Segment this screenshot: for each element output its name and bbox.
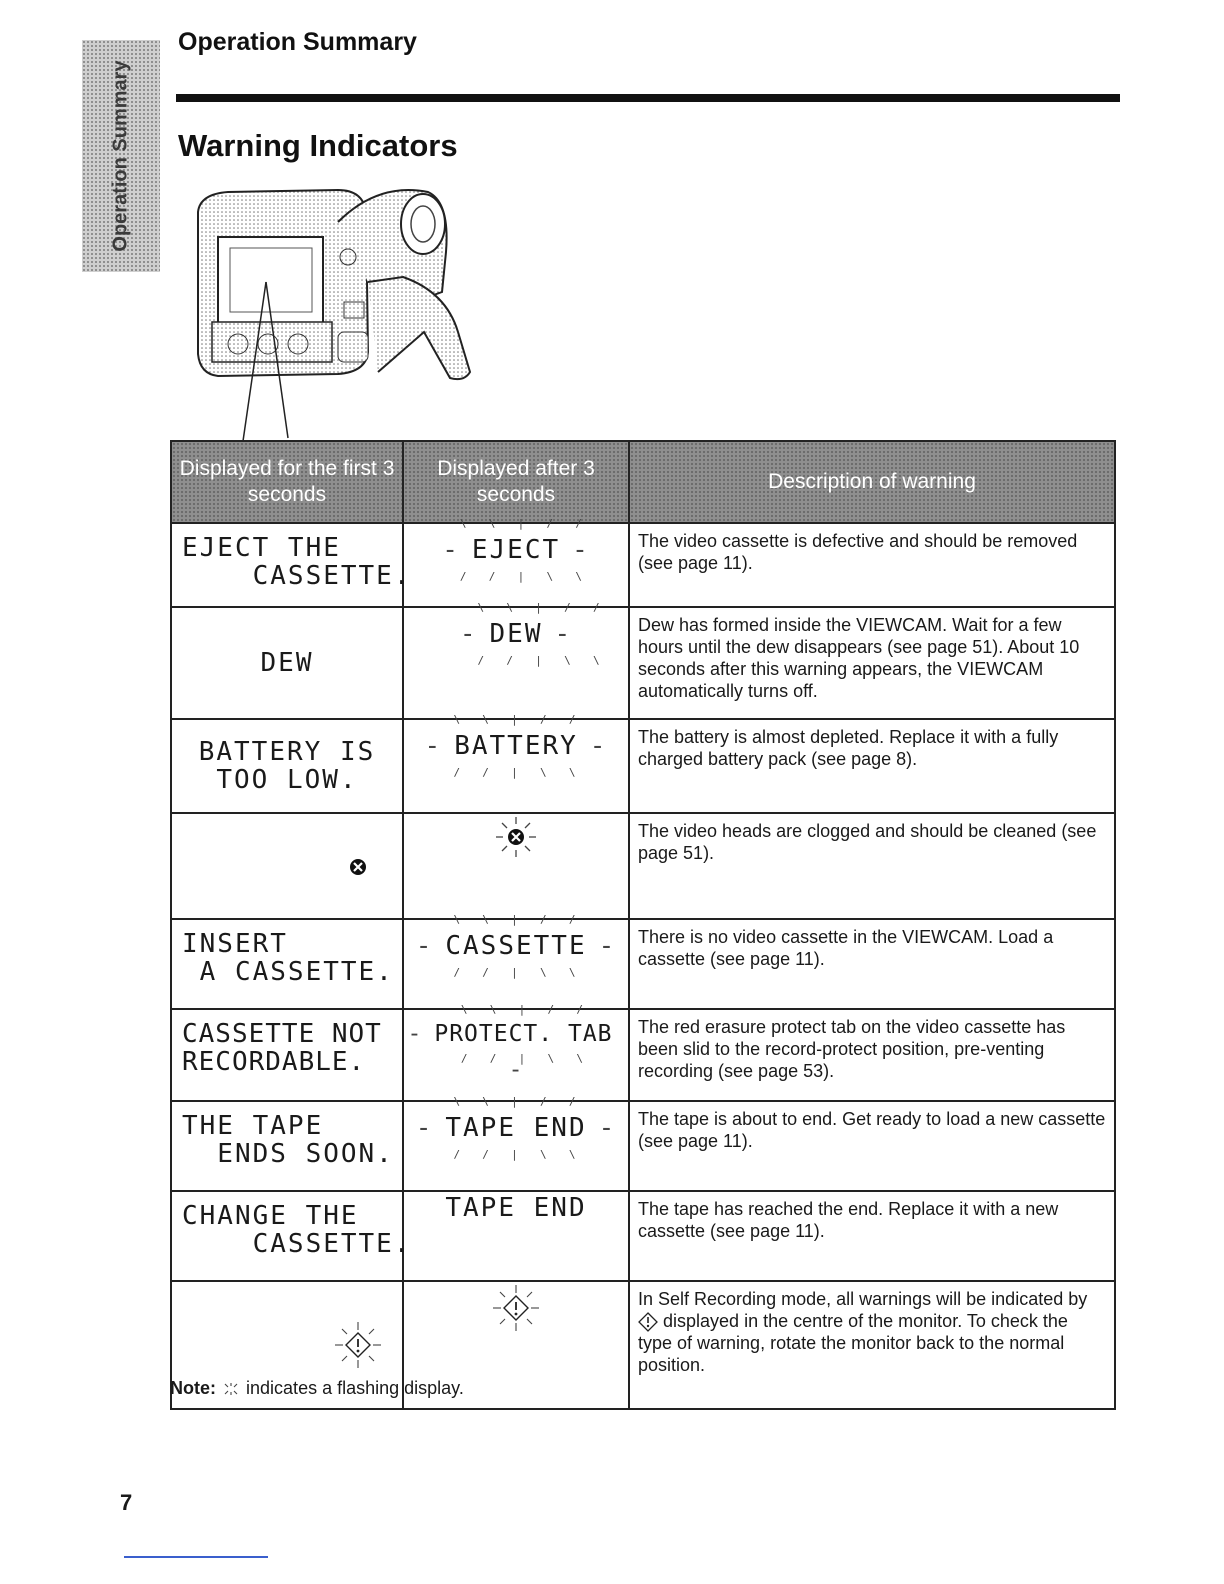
column-header: Displayed for the first 3 seconds: [171, 441, 403, 523]
pointer-lines: [230, 280, 310, 450]
footnote: [170, 1378, 464, 1399]
warning-diamond-icon: [491, 1283, 541, 1333]
display-after: [403, 813, 629, 919]
flashing-text: \ \ | / / EJECT / / | \ \: [460, 525, 572, 575]
table-row: [171, 607, 1115, 719]
flashing-text: \ \ | / / TAPE END / / | \ \: [433, 1103, 598, 1153]
flashing-text: \ \ | / / BATTERY / / | \ \: [442, 721, 590, 771]
display-after: -\ \ | / / DEW / / | \ \ -: [403, 607, 629, 719]
display-after: -\ \ | / / TAPE END / / | \ \ -: [403, 1101, 629, 1191]
display-first: THE TAPE ENDS SOON.: [171, 1101, 403, 1191]
side-tab: [82, 40, 160, 272]
note-label: Note:: [170, 1378, 216, 1398]
warning-table: [170, 440, 1116, 1410]
table-row: [171, 1009, 1115, 1101]
warning-description: There is no video cassette in the VIEWCAM. Load a cassette (see page 11).: [629, 919, 1115, 1009]
display-first: DEW: [171, 607, 403, 719]
flashing-text: \ \ | / / PROTECT. TAB / / | \ \: [422, 1011, 624, 1057]
bottom-rule: [124, 1556, 268, 1558]
display-first: CHANGE THE CASSETTE.: [171, 1191, 403, 1281]
display-first: CASSETTE NOT RECORDABLE.: [171, 1009, 403, 1101]
flashing-text: \ \ | / / CASSETTE / / | \ \: [433, 921, 598, 971]
page-number: 7: [120, 1490, 133, 1515]
table-row: [171, 719, 1115, 813]
display-first: INSERT A CASSETTE.: [171, 919, 403, 1009]
warning-description: [629, 1281, 1115, 1409]
display-first: BATTERY IS TOO LOW.: [171, 719, 403, 813]
header-rule: [176, 94, 1120, 102]
column-header: Description of warning: [629, 441, 1115, 523]
table-row: [171, 813, 1115, 919]
table-row: [171, 523, 1115, 607]
warning-description: The video cassette is defective and should be removed (see page 11).: [629, 523, 1115, 607]
display-after: -\ \ | / / BATTERY / / | \ \ -: [403, 719, 629, 813]
flashing-text: \ \ | / / DEW / / | \ \: [478, 609, 555, 659]
warning-diamond-icon: [333, 1320, 383, 1370]
warning-description: The battery is almost depleted. Replace it with a fully charged battery pack (see page 8).: [629, 719, 1115, 813]
display-after: -\ \ | / / PROTECT. TAB / / | \ \-: [403, 1009, 629, 1101]
display-after: -\ \ | / / EJECT / / | \ \ -: [403, 523, 629, 607]
side-tab-label: Operation Summary: [109, 60, 132, 252]
warning-description: The tape is about to end. Get ready to load a new cassette (see page 11).: [629, 1101, 1115, 1191]
display-first: EJECT THE CASSETTE.: [171, 523, 403, 607]
section-header: Operation Summary: [178, 28, 417, 56]
warning-description: The tape has reached the end. Replace it with a new cassette (see page 11).: [629, 1191, 1115, 1281]
table-row: [171, 1191, 1115, 1281]
table-row: [171, 1101, 1115, 1191]
warning-description: The red erasure protect tab on the video cassette has been slid to the record-protect position, pre-venting recording (see page 53).: [629, 1009, 1115, 1101]
description-text: displayed in the centre of the monitor. To check the type of warning, rotate the monitor back to the normal position.: [638, 1311, 1068, 1376]
table-header-row: [171, 441, 1115, 523]
flashing-indicator-icon: [221, 1382, 241, 1396]
column-header: Displayed after 3 seconds: [403, 441, 629, 523]
head-clog-icon: [494, 815, 538, 859]
display-first: [171, 813, 403, 919]
display-after: -\ \ | / / CASSETTE / / | \ \ -: [403, 919, 629, 1009]
note-text: indicates a flashing display.: [246, 1378, 464, 1398]
warning-diamond-icon: [638, 1312, 658, 1332]
head-clog-icon: [348, 857, 368, 877]
warning-description: The video heads are clogged and should be cleaned (see page 51).: [629, 813, 1115, 919]
table-row: [171, 919, 1115, 1009]
description-text: In Self Recording mode, all warnings will be indicated by: [638, 1289, 1088, 1309]
page-title: Warning Indicators: [178, 128, 458, 163]
warning-description: Dew has formed inside the VIEWCAM. Wait for a few hours until the dew disappears (see page 51). About 10 seconds after this warning appears, the VIEWCAM automatically turns off.: [629, 607, 1115, 719]
display-after: TAPE END: [403, 1191, 629, 1281]
